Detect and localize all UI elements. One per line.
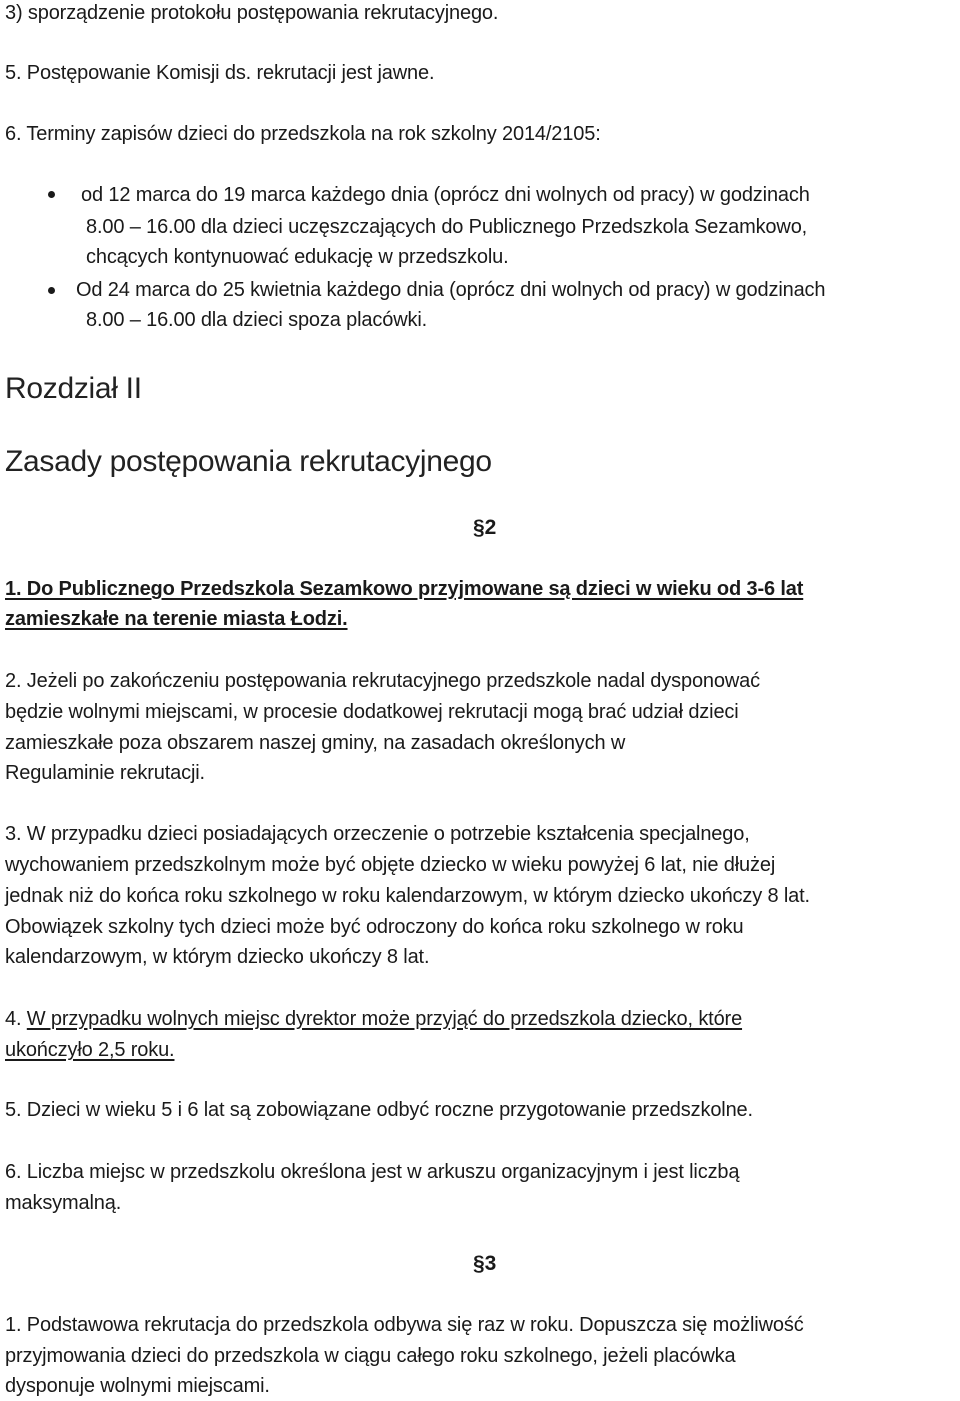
text-line: 3) sporządzenie protokołu postępowania rekrutacyjnego. [5, 2, 499, 24]
text-line: kalendarzowym, w którym dziecko ukończy 8 lat. [5, 946, 430, 968]
text-line: maksymalną. [5, 1192, 122, 1214]
text-line: Regulaminie rekrutacji. [5, 762, 205, 784]
text-line: 3. W przypadku dzieci posiadających orzeczenie o potrzebie kształcenia specjalnego, [5, 823, 750, 845]
text-line: dysponuje wolnymi miejscami. [5, 1375, 270, 1397]
text-line: 1. Do Publicznego Przedszkola Sezamkowo przyjmowane są dzieci w wieku od 3-6 lat [5, 578, 804, 600]
text-line: Obowiązek szkolny tych dzieci może być odroczony do końca roku szkolnego w roku [5, 916, 744, 938]
text-line: jednak niż do końca roku szkolnego w roku kalendarzowym, w którym dziecko ukończy 8 lat. [5, 885, 810, 907]
list-item-text: od 12 marca do 19 marca każdego dnia (oprócz dni wolnych od pracy) w godzinach [81, 184, 810, 206]
item-number: 4. [5, 1008, 27, 1030]
underlined-text: W przypadku wolnych miejsc dyrektor może przyjąć do przedszkola dziecko, które [26, 1008, 743, 1030]
chapter-heading: Rozdział II [5, 372, 142, 405]
text-line: zamieszkałe na terenie miasta Łodzi. [5, 608, 348, 630]
bullet-icon [48, 191, 55, 198]
text-line: zamieszkałe poza obszarem naszej gminy, na zasadach określonych w [5, 732, 626, 754]
text-line: będzie wolnymi miejscami, w procesie dodatkowej rekrutacji mogą brać udział dzieci [5, 701, 739, 723]
text-line: 6. Liczba miejsc w przedszkolu określona jest w arkuszu organizacyjnym i jest liczbą [5, 1161, 740, 1183]
section-heading: Zasady postępowania rekrutacyjnego [5, 445, 492, 478]
text-line: ukończyło 2,5 roku. [5, 1039, 175, 1061]
text-line: 6. Terminy zapisów dzieci do przedszkola na rok szkolny 2014/2105: [5, 123, 601, 145]
list-item-text: Od 24 marca do 25 kwietnia każdego dnia (oprócz dni wolnych od pracy) w godzinach [76, 279, 826, 301]
text-line: wychowaniem przedszkolnym może być objęte dziecko w wieku powyżej 6 lat, nie dłużej [5, 854, 776, 876]
list-item-text: chcących kontynuować edukację w przedszkolu. [86, 246, 509, 268]
list-item-text: 8.00 – 16.00 dla dzieci uczęszczających do Publicznego Przedszkola Sezamkowo, [86, 216, 808, 238]
text-line: 5. Postępowanie Komisji ds. rekrutacji jest jawne. [5, 62, 435, 84]
bullet-icon [48, 287, 55, 294]
text-line: 1. Podstawowa rekrutacja do przedszkola odbywa się raz w roku. Dopuszcza się możliwość [5, 1314, 804, 1336]
text-line: 5. Dzieci w wieku 5 i 6 lat są zobowiązane odbyć roczne przygotowanie przedszkolne. [5, 1099, 753, 1121]
list-item-text: 8.00 – 16.00 dla dzieci spoza placówki. [86, 309, 428, 331]
text-line: 2. Jeżeli po zakończeniu postępowania rekrutacyjnego przedszkole nadal dysponować [5, 670, 760, 692]
paragraph-number: §3 [473, 1252, 497, 1275]
text-line [5, 1004, 742, 1034]
paragraph-number: §2 [473, 516, 497, 539]
text-line: przyjmowania dzieci do przedszkola w ciągu całego roku szkolnego, jeżeli placówka [5, 1345, 736, 1367]
